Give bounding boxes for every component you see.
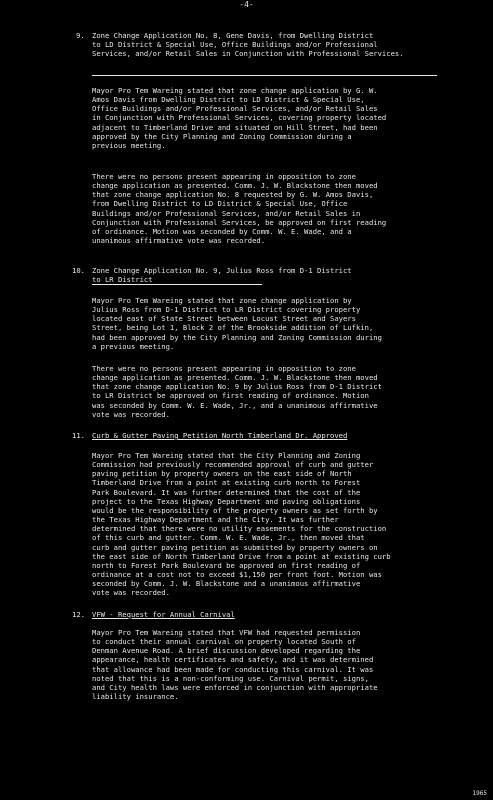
agenda-item-11	[72, 431, 442, 440]
paragraph: There were no persons present appearing in opposition to zone change application as presented. Comm. J. W. Blackstone then moved that zone change application No. 8 requested by G. W. Amos Davis, from Dwelling District to LD District & Special Use, Office Buildings and/or Professional Services, and/or Retail Sales in Conjunction with Professional Services, be approved on first reading of ordinance. Motion was seconded by Comm. W. E. Wade, and a unanimous affirmative vote was recorded.	[92, 172, 387, 246]
item-number: 10.	[72, 266, 85, 275]
title-underline	[92, 284, 262, 285]
paragraph: Mayor Pro Tem Wareing stated that zone change application by G. W. Amos Davis from Dwelling District to LD District & Special Use, Office Buildings and/or Professional Services, and/or Retail Sales in Conjunction with Professional Services, covering property located adjacent to Timberland Drive and situated on Hill Street, had been approved by the City Planning and Zoning Commission during a previous meeting.	[92, 86, 387, 150]
corner-mark: 1965	[472, 789, 487, 797]
item-11-body	[92, 451, 442, 598]
agenda-item-9	[76, 31, 442, 59]
agenda-item-12	[72, 610, 442, 619]
item-title: Curb & Gutter Paving Petition North Timberland Dr. Approved	[92, 431, 348, 440]
paragraph: Mayor Pro Tem Wareing stated that the City Planning and Zoning Commission had previously recommended approval of curb and gutter paving petition by property owners on the east side of North Timberland Drive from a point at existing curb north to Forest Park Boulevard. It was further determined that the cost of the project to the Texas Highway Department and paving obligations would be the responsibility of the property owners as set forth by the Texas Highway Department and the City. It was further determined that there were no utility easements for the construction of this curb and gutter. Comm. W. E. Wade, Jr., then moved that curb and gutter paving petition as submitted by property owners on the east side of North Timberland Drive from a point at existing curb north to Forest Park Boulevard be approved on first reading of ordinance at a cost not to exceed $1,150 per front foot. Motion was seconded by Comm. J. W. Blackstone and a unanimous affirmative vote was recorded.	[92, 451, 391, 598]
item-title: Zone Change Application No. 8, Gene Davis, from Dwelling District to LD District & Special Use, Office Buildings and/or Professional Services, and/or Retail Sales in Conjunction with Professional Services.	[92, 31, 404, 59]
paragraph: Mayor Pro Tem Wareing stated that VFW had requested permission to conduct their annual carnival on property located South of Denman Avenue Road. A brief discussion developed regarding the appearance, health certificates and safety, and it was determined that allowance had been made for conducting this carnival. It was noted that this is a non-conforming use. Carnival permit, signs, and City health laws were enforced in conjunction with appropriate liability insurance.	[92, 628, 378, 702]
title-underline	[92, 75, 437, 76]
paragraph: Mayor Pro Tem Wareing stated that zone change application by Julius Ross from D-1 District to LR District covering property located east of State Street between Locust Street and Sayers Street, being Lot 1, Block 2 of the Brookside addition of Lufkin, had been approved by the City Planning and Zoning Commission during a previous meeting.	[92, 296, 382, 351]
item-10-body-2	[92, 364, 442, 419]
agenda-item-10	[72, 266, 442, 285]
item-number: 11.	[72, 431, 85, 440]
item-9-body	[92, 86, 442, 150]
item-12-body	[92, 628, 442, 701]
item-10-body	[92, 296, 442, 351]
page-number: -4-	[239, 0, 254, 9]
item-number: 12.	[72, 610, 85, 619]
paragraph: There were no persons present appearing in opposition to zone change application as presented. Comm. J. W. Blackstone then moved that zone change application No. 9 by Julius Ross from D-1 District to LR District be approved on first reading of ordinance. Motion was seconded by Comm. W. E. Wade, Jr., and a unanimous affirmative vote was recorded.	[92, 364, 382, 419]
item-number: 9.	[76, 31, 85, 40]
item-title: VFW - Request for Annual Carnival	[92, 610, 235, 619]
item-title: Zone Change Application No. 9, Julius Ross from D-1 District to LR District	[92, 266, 352, 285]
item-9-body-2	[92, 172, 442, 245]
